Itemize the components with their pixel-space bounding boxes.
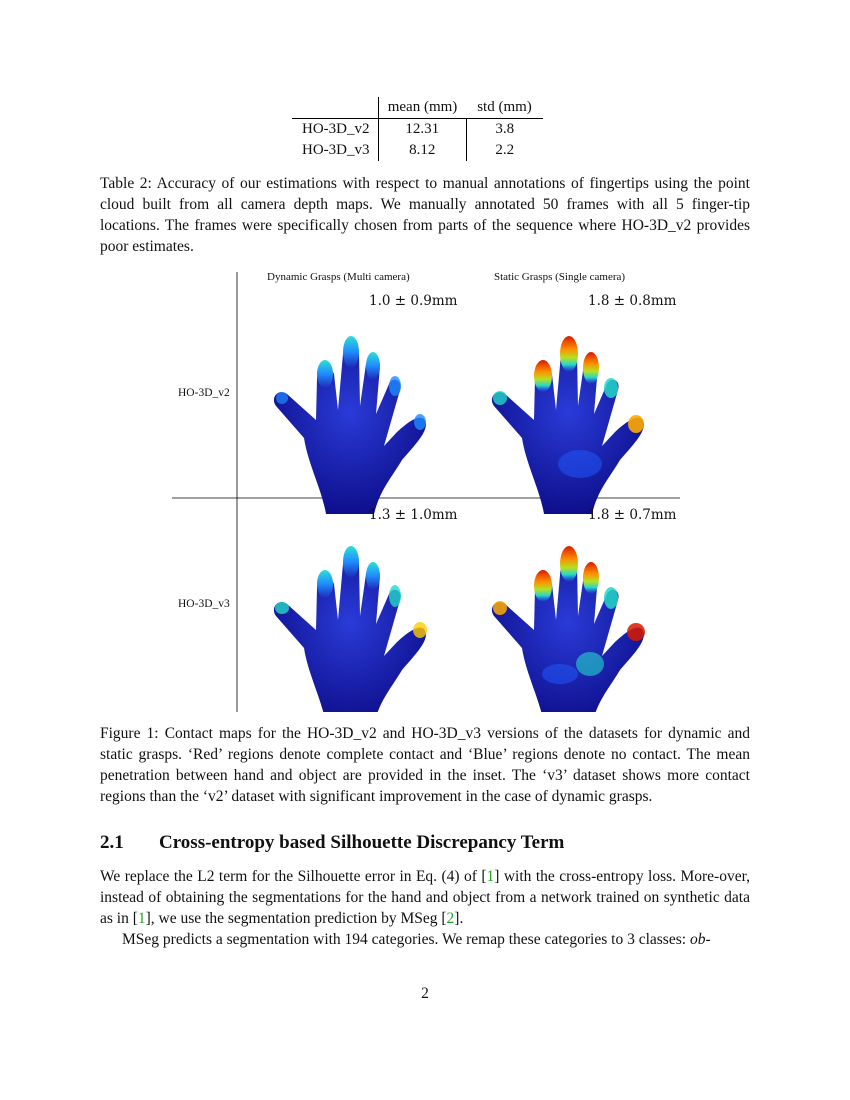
table-cell-mean: 12.31 [378,119,467,141]
inset-v3-static: 1.8 ± 0.7mm [588,507,677,523]
contact-map-figure [170,270,682,712]
figure-canvas [170,270,682,712]
row-label-v3: HO-3D_v3 [178,598,230,610]
table-header-std: std (mm) [467,97,543,119]
table-row-label: HO-3D_v3 [292,140,378,161]
hand-map-v2-static [492,336,644,514]
column-title-dynamic: Dynamic Grasps (Multi camera) [267,271,410,283]
hand-map-v3-dynamic [274,546,427,712]
table-row [292,119,543,141]
section-heading [100,832,564,854]
citation-link[interactable]: 2 [446,910,455,927]
section-number: 2.1 [100,832,124,853]
hand-map-v2-dynamic [274,314,426,514]
table-header-mean: mean (mm) [378,97,467,119]
table-row [292,140,543,161]
citation-link[interactable]: 1 [486,868,495,885]
text-run: We replace the L2 term for the Silhouette error in Eq. (4) of [ [100,868,487,885]
table-cell-std: 3.8 [495,121,515,137]
section-title: Cross-entropy based Silhouette Discrepancy Term [159,832,565,853]
column-title-static: Static Grasps (Single camera) [494,271,626,283]
citation-link[interactable]: 1 [137,910,146,927]
results-table [292,97,543,161]
text-run: ] with the cross-entropy loss. More-over, instead of obtaining the segmentations for the hand and object from a network trained on synthetic data as in [ [100,868,750,927]
inset-v3-dynamic: 1.3 ± 1.0mm [369,507,458,523]
text-run-italic: ob- [689,931,711,948]
body-paragraph-2 [100,929,750,950]
table-row-label: HO-3D_v2 [292,119,378,141]
hand-map-v3-static [492,546,645,712]
table-cell-mean: 8.12 [378,140,467,161]
table-caption: Table 2: Accuracy of our estimations with respect to manual annotations of fingertips using the point cloud built from all camera depth maps. We manually annotated 50 frames with all 5 finger-tip locations. The frames were specifically chosen from parts of the sequence where HO-3D_v2 provides poor estimates. [100,175,750,255]
inset-v2-static: 1.8 ± 0.8mm [588,293,677,309]
body-paragraph-1 [100,866,750,929]
figure-caption: Figure 1: Contact maps for the HO-3D_v2 and HO-3D_v3 versions of the datasets for dynamic and static grasps. ‘Red’ regions denote complete contact and ‘Blue’ regions denote no contact. The mean penetration between hand and object are provided in the inset. The ‘v3’ dataset shows more contact regions than the ‘v2’ dataset with significant improvement in the case of dynamic grasps. [100,725,750,805]
table-cell-std: 2.2 [495,142,515,158]
text-run: MSeg predicts a segmentation with 194 categories. We remap these categories to 3 classes: [122,931,690,948]
table-corner [292,97,378,119]
page-number: 2 [421,985,429,1002]
inset-v2-dynamic: 1.0 ± 0.9mm [369,293,458,309]
row-label-v2: HO-3D_v2 [178,387,230,399]
text-run: ]. [454,910,464,927]
text-run: ], we use the segmentation prediction by MSeg [ [145,910,447,927]
